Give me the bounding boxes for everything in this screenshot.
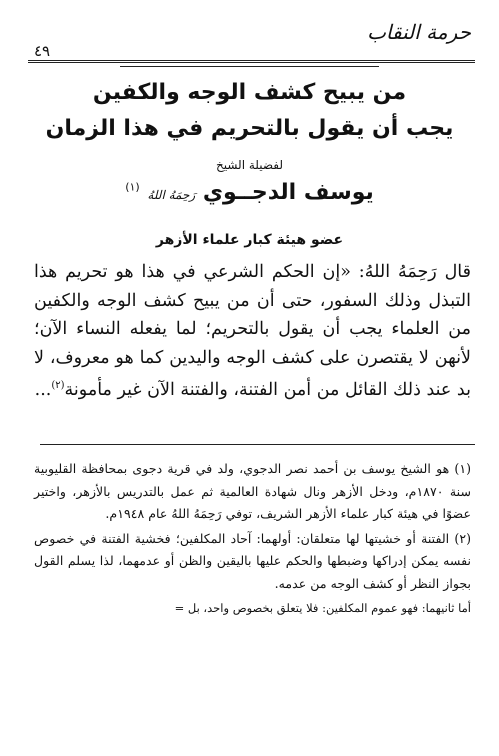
author-footnote-ref: (١) — [125, 180, 140, 194]
body-footnote-ref: (٢) — [51, 380, 65, 391]
page-number: ٤٩ — [34, 42, 51, 60]
body-ellipsis: ... — [34, 379, 52, 400]
by-label: لفضيلة الشيخ — [215, 158, 284, 172]
footnote-1: (١) هو الشيخ يوسف بن أحمد نصر الدجوي، ولد في قرية دجوى بمحافظة القليوبية سنة ١٨٧٠م، ودخل الأزهر ونال شهادة العالمية ثم عمل بالتدريس بالأزهر، واختير عضوًا في هيئة كبار علماء الأزهر الشريف، توفي رَحِمَهُ اللهُ عام ١٩٤٨م. — [34, 461, 472, 521]
author-honorific: رَحِمَهُ اللهُ — [147, 188, 196, 202]
author-name: يوسف الدجــوي — [202, 180, 374, 205]
footnote-separator — [40, 444, 475, 445]
author-affiliation: عضو هيئة كبار علماء الأزهر — [155, 232, 344, 248]
header-rule — [28, 60, 475, 63]
chapter-title-line-2: يجب أن يقول بالتحريم في هذا الزمان — [45, 116, 454, 141]
body-paragraph — [34, 258, 471, 404]
footnote-2: (٢) الفتنة أو خشيتها لها متعلقان: أولهما: آحاد المكلفين؛ فخشية الفتنة في خصوص نفسه يمكن إدراكها وضبطها والحكم عليها باليقين والظن أو عدمهما، لذا يسلم القول بجواز النظر أو كشف الوجه من عدمه. — [34, 530, 471, 591]
body-text: قال رَحِمَهُ اللهُ: «إن الحكم الشرعي في هذا هو تحريم هذا التبذل وذلك السفور، حتى أن من يبيح كشف الوجه والكفين من العلماء يجب أن يقول بالتحريم؛ لما يفعله النساء الآن؛ لأنهن لا يقتصرن على كشف الوجه واليدين كما هو معروف، لا بد عند ذلك القائل من أمن الفتنة، والفتنة الآن غير مأمونة — [34, 262, 471, 400]
page-header — [28, 20, 475, 66]
chapter-title-line-1: من يبيح كشف الوجه والكفين — [92, 80, 407, 105]
running-title: حرمة النقاب — [367, 20, 471, 44]
author-line — [0, 180, 499, 205]
footnote-2-continued: أما ثانيهما: فهو عموم المكلفين: فلا يتعلق بخصوص واحد، بل = — [174, 601, 471, 615]
footnotes — [34, 458, 471, 622]
